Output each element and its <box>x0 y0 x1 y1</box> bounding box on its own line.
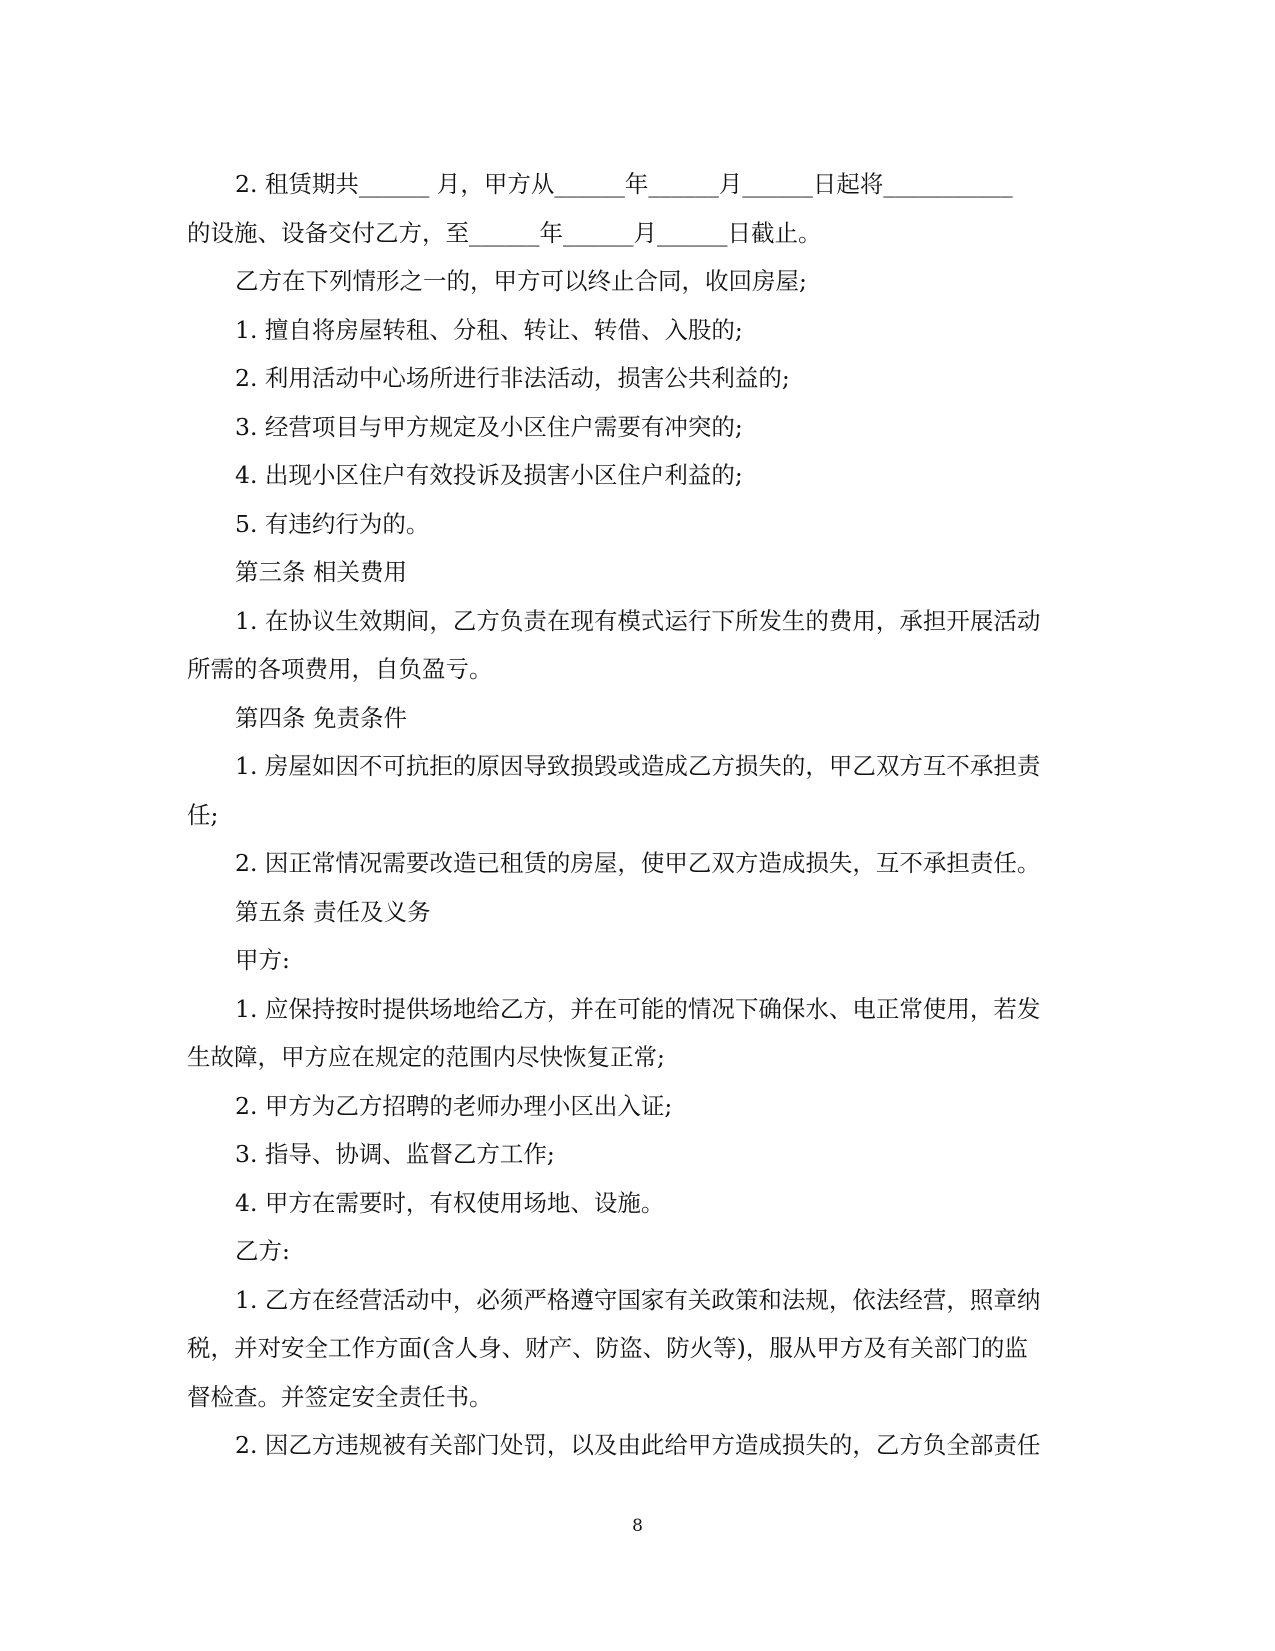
text-line: 第三条 相关费用 <box>235 558 407 586</box>
text-line: 1. 房屋如因不可抗拒的原因导致损毁或造成乙方损失的，甲乙双方互不承担责 <box>235 752 1041 780</box>
text-line: 4. 出现小区住户有效投诉及损害小区住户利益的; <box>235 461 743 489</box>
text-line: 5. 有违约行为的。 <box>235 509 430 538</box>
text-line: 1. 乙方在经营活动中，必须严格遵守国家有关政策和法规，依法经营，照章纳 <box>235 1285 1041 1314</box>
text-line: 2. 租赁期共______ 月，甲方从______年______月______日起将___________ <box>235 170 1013 198</box>
text-line: 2. 因乙方违规被有关部门处罚，以及由此给甲方造成损失的，乙方负全部责任 <box>235 1431 1041 1459</box>
text-line: 3. 经营项目与甲方规定及小区住户需要有冲突的; <box>235 412 743 441</box>
page-number: 8 <box>632 1516 643 1536</box>
text-line: 2. 甲方为乙方招聘的老师办理小区出入证; <box>235 1091 673 1120</box>
text-line: 乙方: <box>235 1237 290 1265</box>
text-line: 所需的各项费用，自负盈亏。 <box>187 655 493 683</box>
text-line: 督检查。并签定安全责任书。 <box>187 1382 493 1411</box>
text-line: 甲方: <box>235 946 290 974</box>
text-line: 3. 指导、协调、监督乙方工作; <box>235 1140 555 1168</box>
text-line: 第五条 责任及义务 <box>235 897 431 926</box>
text-line: 乙方在下列情形之一的，甲方可以终止合同，收回房屋; <box>235 267 807 295</box>
text-line: 1. 在协议生效期间，乙方负责在现有模式运行下所发生的费用，承担开展活动 <box>235 606 1041 635</box>
text-line: 1. 擅自将房屋转租、分租、转让、转借、入股的; <box>235 315 743 344</box>
text-line: 第四条 免责条件 <box>235 703 407 732</box>
text-line: 税，并对安全工作方面(含人身、财产、防盗、防火等)，服从甲方及有关部门的监 <box>187 1334 1028 1362</box>
document-body <box>187 160 1087 1470</box>
text-line: 2. 利用活动中心场所进行非法活动，损害公共利益的; <box>235 364 790 392</box>
text-line: 1. 应保持按时提供场地给乙方，并在可能的情况下确保水、电正常使用，若发 <box>235 994 1041 1023</box>
text-line: 2. 因正常情况需要改造已租赁的房屋，使甲乙双方造成损失，互不承担责任。 <box>235 849 1041 877</box>
text-line: 的设施、设备交付乙方，至______年______月______日截止。 <box>187 218 822 247</box>
text-line: 任; <box>187 800 219 829</box>
text-line: 4. 甲方在需要时，有权使用场地、设施。 <box>235 1188 665 1217</box>
text-line: 生故障，甲方应在规定的范围内尽快恢复正常; <box>187 1043 665 1071</box>
